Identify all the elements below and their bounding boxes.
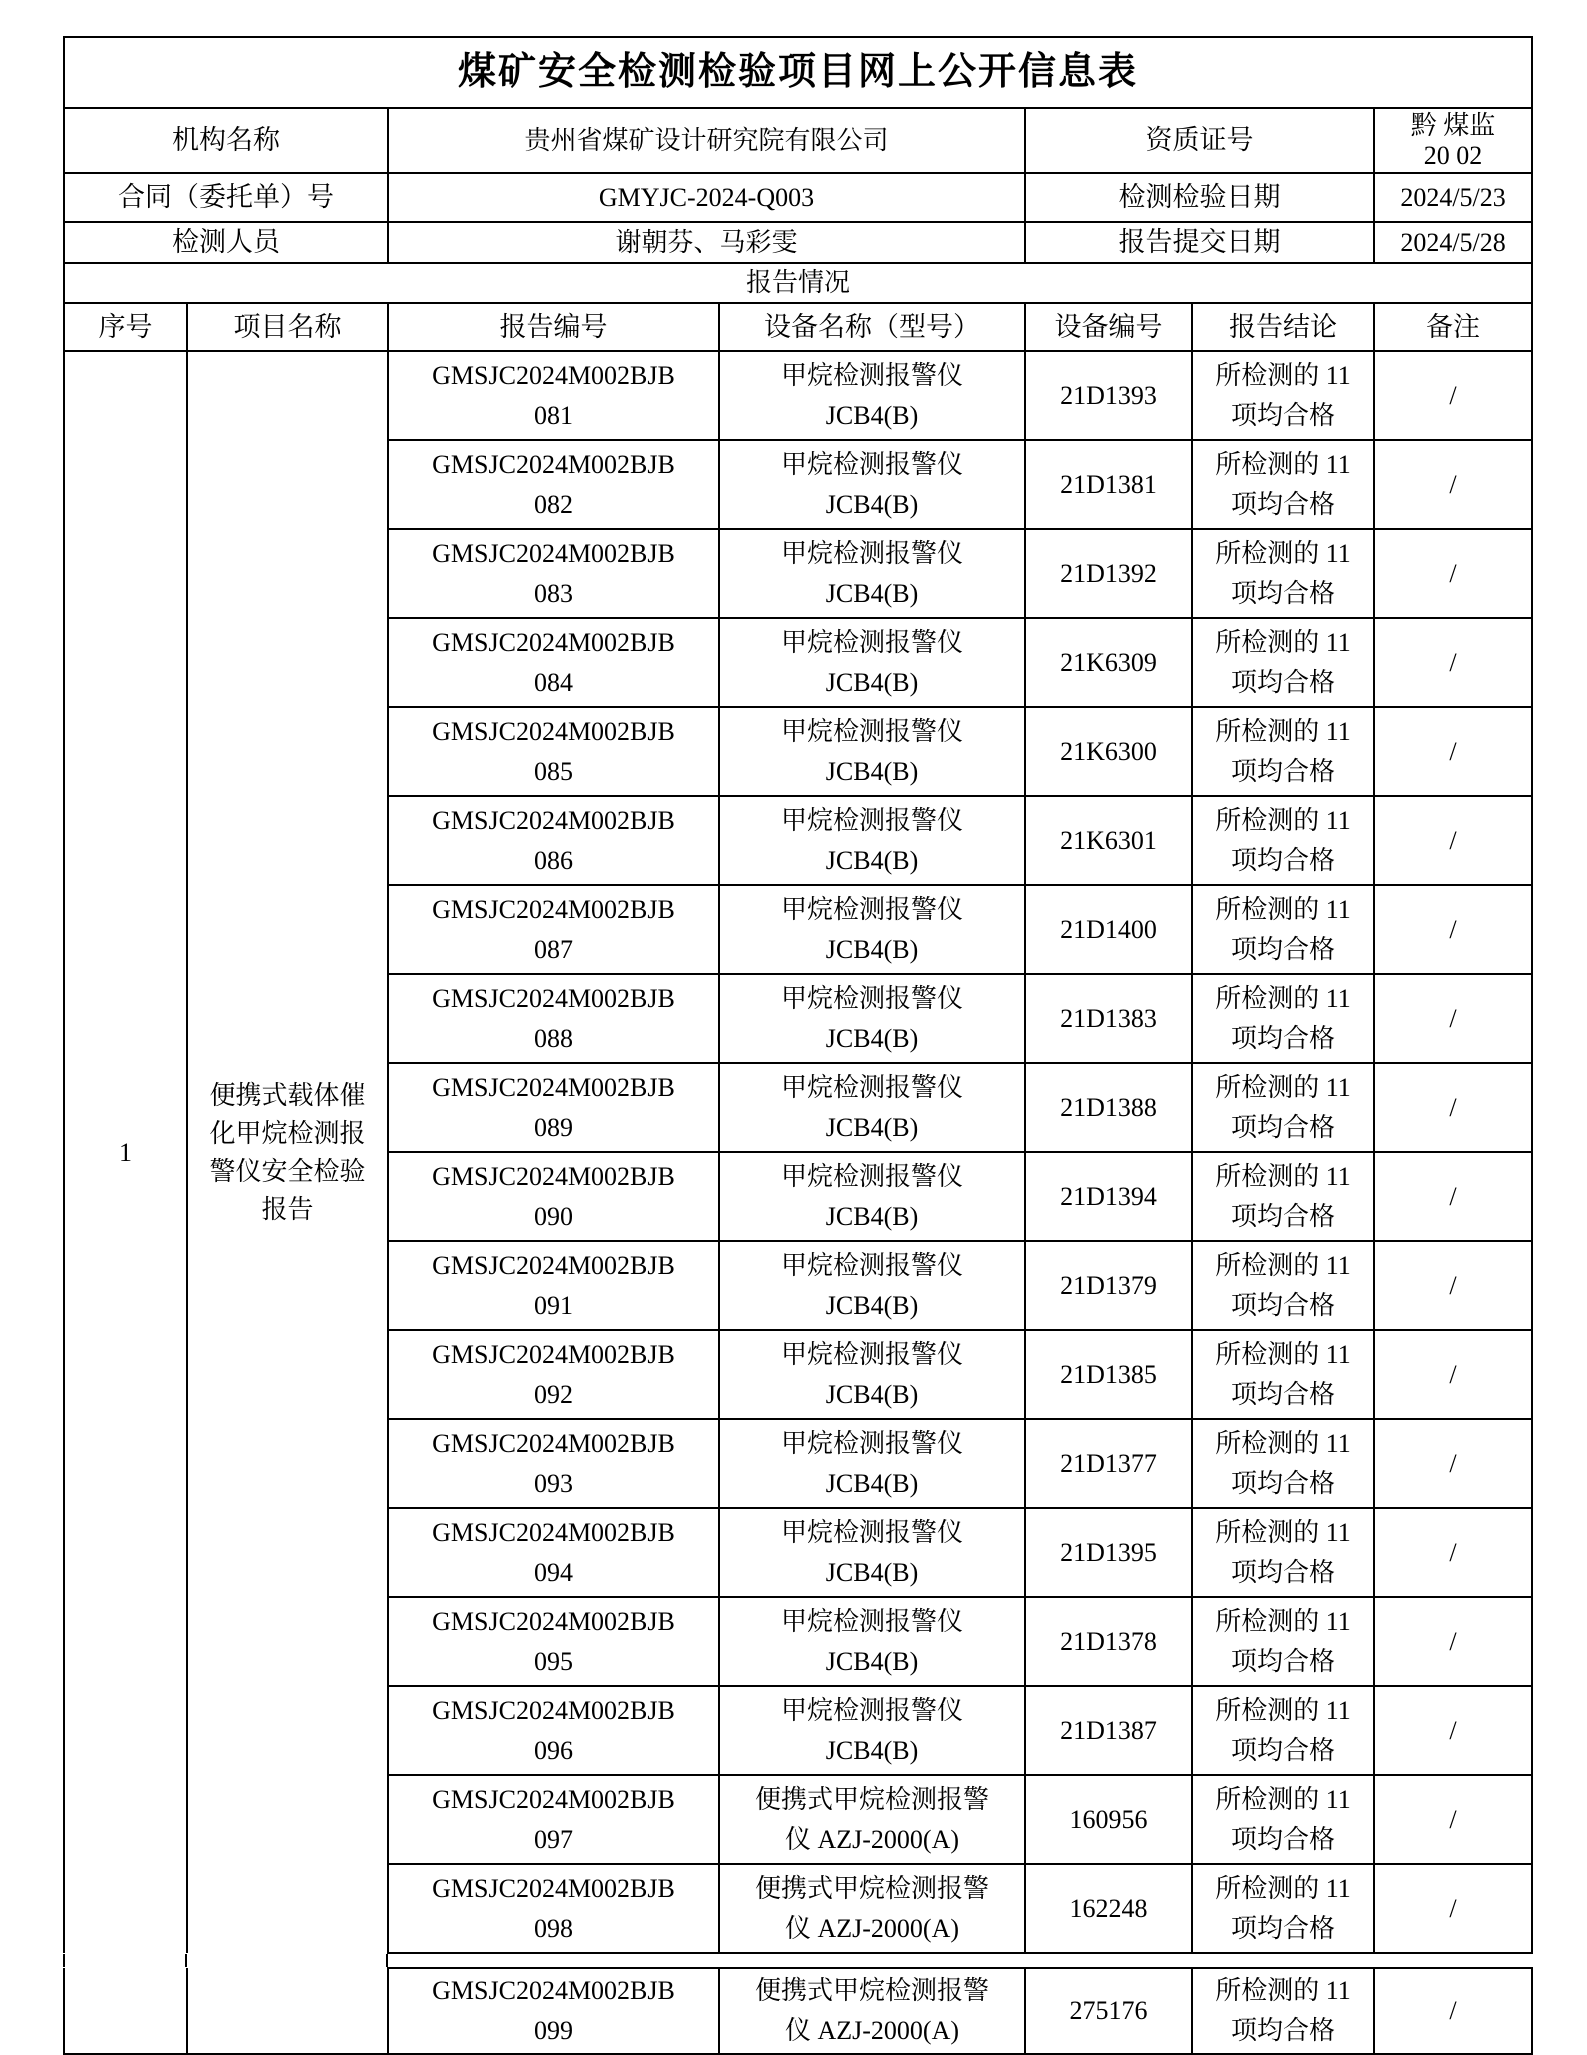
cert-value-line1: 黔 煤监: [1410, 110, 1496, 140]
section-title: 报告情况: [64, 263, 1532, 303]
personnel-value: 谢朝芬、马彩雯: [388, 222, 1025, 263]
device-name-cell: 甲烷检测报警仪 JCB4(B): [719, 351, 1025, 440]
conclusion-cell: 所检测的 11 项均合格: [1192, 1152, 1374, 1241]
device-name-cell: 便携式甲烷检测报警 仪 AZJ-2000(A): [719, 1968, 1025, 2054]
report-no-cell: GMSJC2024M002BJB 094: [388, 1508, 719, 1597]
remark-cell: /: [1374, 1686, 1532, 1775]
remark-cell: /: [1374, 1330, 1532, 1419]
remark-cell: /: [1374, 1063, 1532, 1152]
remark-cell: /: [1374, 1508, 1532, 1597]
device-name-cell: 甲烷检测报警仪 JCB4(B): [719, 1597, 1025, 1686]
report-no-cell: GMSJC2024M002BJB 090: [388, 1152, 719, 1241]
remark-cell: /: [1374, 1241, 1532, 1330]
device-no-cell: 21D1388: [1025, 1063, 1192, 1152]
org-value: 贵州省煤矿设计研究院有限公司: [388, 108, 1025, 173]
section-title-row: [64, 263, 1532, 303]
report-no-cell: GMSJC2024M002BJB 086: [388, 796, 719, 885]
gap-border-project-report: [386, 1954, 388, 1967]
device-name-cell: 甲烷检测报警仪 JCB4(B): [719, 1508, 1025, 1597]
remark-cell: /: [1374, 1597, 1532, 1686]
device-no-cell: 21D1377: [1025, 1419, 1192, 1508]
project-name-text: 便携式载体催化甲烷检测报警仪安全检验报告: [209, 1080, 366, 1224]
device-no-cell: 21D1400: [1025, 885, 1192, 974]
device-no-cell: 21K6309: [1025, 618, 1192, 707]
device-name-cell: 便携式甲烷检测报警 仪 AZJ-2000(A): [719, 1775, 1025, 1864]
device-no-cell: 21D1379: [1025, 1241, 1192, 1330]
report-no-cell: GMSJC2024M002BJB 089: [388, 1063, 719, 1152]
cert-label: 资质证号: [1025, 108, 1374, 173]
org-row: [64, 108, 1532, 173]
report-no-cell: GMSJC2024M002BJB 082: [388, 440, 719, 529]
conclusion-cell: 所检测的 11 项均合格: [1192, 796, 1374, 885]
report-no-cell: GMSJC2024M002BJB 091: [388, 1241, 719, 1330]
device-no-cell: 160956: [1025, 1775, 1192, 1864]
remark-cell: /: [1374, 974, 1532, 1063]
device-name-cell: 甲烷检测报警仪 JCB4(B): [719, 885, 1025, 974]
conclusion-cell: 所检测的 11 项均合格: [1192, 1968, 1374, 2054]
contract-label: 合同（委托单）号: [64, 173, 388, 222]
report-rows-segment1: [64, 351, 1532, 1953]
conclusion-cell: 所检测的 11 项均合格: [1192, 707, 1374, 796]
report-no-cell: GMSJC2024M002BJB 096: [388, 1686, 719, 1775]
col-header-remark: 备注: [1374, 303, 1532, 351]
device-name-cell: 甲烷检测报警仪 JCB4(B): [719, 529, 1025, 618]
col-header-serial: 序号: [64, 303, 187, 351]
serial-cell: 1: [64, 351, 187, 1953]
device-no-cell: 21K6301: [1025, 796, 1192, 885]
device-name-cell: 甲烷检测报警仪 JCB4(B): [719, 1330, 1025, 1419]
col-header-device-no: 设备编号: [1025, 303, 1192, 351]
report-no-cell: GMSJC2024M002BJB 085: [388, 707, 719, 796]
report-row: [64, 1968, 1532, 2054]
report-no-cell: GMSJC2024M002BJB 083: [388, 529, 719, 618]
org-label: 机构名称: [64, 108, 388, 173]
device-no-cell: 21D1383: [1025, 974, 1192, 1063]
conclusion-cell: 所检测的 11 项均合格: [1192, 1330, 1374, 1419]
device-name-cell: 甲烷检测报警仪 JCB4(B): [719, 1686, 1025, 1775]
device-no-cell: 21D1392: [1025, 529, 1192, 618]
cert-value-line2: 20 02: [1423, 140, 1483, 170]
remark-cell: /: [1374, 618, 1532, 707]
remark-cell: /: [1374, 1419, 1532, 1508]
continuation-table: [63, 1967, 1533, 2055]
serial-cell-continued: [64, 1968, 187, 2054]
device-no-cell: 21D1394: [1025, 1152, 1192, 1241]
title-row: [64, 37, 1532, 108]
remark-cell: /: [1374, 440, 1532, 529]
device-no-cell: 21D1387: [1025, 1686, 1192, 1775]
main-table: [63, 36, 1533, 1954]
device-name-cell: 甲烷检测报警仪 JCB4(B): [719, 1241, 1025, 1330]
device-no-cell: 21K6300: [1025, 707, 1192, 796]
page-break-gap: [63, 1954, 1531, 1967]
test-date-value: 2024/5/23: [1374, 173, 1532, 222]
col-header-conclusion: 报告结论: [1192, 303, 1374, 351]
report-no-cell: GMSJC2024M002BJB 088: [388, 974, 719, 1063]
remark-cell: /: [1374, 1864, 1532, 1953]
conclusion-cell: 所检测的 11 项均合格: [1192, 1775, 1374, 1864]
report-rows-segment2: [64, 1968, 1532, 2054]
device-name-cell: 甲烷检测报警仪 JCB4(B): [719, 1063, 1025, 1152]
gap-border-serial-project: [185, 1954, 187, 1967]
col-header-project: 项目名称: [187, 303, 388, 351]
submit-date-value: 2024/5/28: [1374, 222, 1532, 263]
remark-cell: /: [1374, 529, 1532, 618]
device-no-cell: 21D1393: [1025, 351, 1192, 440]
conclusion-cell: 所检测的 11 项均合格: [1192, 1241, 1374, 1330]
remark-cell: /: [1374, 1152, 1532, 1241]
conclusion-cell: 所检测的 11 项均合格: [1192, 529, 1374, 618]
device-no-cell: 275176: [1025, 1968, 1192, 2054]
device-name-cell: 甲烷检测报警仪 JCB4(B): [719, 440, 1025, 529]
device-no-cell: 21D1381: [1025, 440, 1192, 529]
conclusion-cell: 所检测的 11 项均合格: [1192, 1508, 1374, 1597]
test-date-label: 检测检验日期: [1025, 173, 1374, 222]
col-header-report-no: 报告编号: [388, 303, 719, 351]
personnel-label: 检测人员: [64, 222, 388, 263]
device-no-cell: 21D1385: [1025, 1330, 1192, 1419]
report-no-cell: GMSJC2024M002BJB 087: [388, 885, 719, 974]
device-name-cell: 甲烷检测报警仪 JCB4(B): [719, 618, 1025, 707]
project-name-cell: [187, 351, 388, 1953]
remark-cell: /: [1374, 796, 1532, 885]
device-name-cell: 甲烷检测报警仪 JCB4(B): [719, 1152, 1025, 1241]
remark-cell: /: [1374, 1968, 1532, 2054]
report-no-cell: GMSJC2024M002BJB 092: [388, 1330, 719, 1419]
column-header-row: [64, 303, 1532, 351]
report-no-cell: GMSJC2024M002BJB 084: [388, 618, 719, 707]
device-name-cell: 甲烷检测报警仪 JCB4(B): [719, 974, 1025, 1063]
conclusion-cell: 所检测的 11 项均合格: [1192, 1419, 1374, 1508]
report-no-cell: GMSJC2024M002BJB 098: [388, 1864, 719, 1953]
page-title: 煤矿安全检测检验项目网上公开信息表: [64, 37, 1532, 108]
report-no-cell: GMSJC2024M002BJB 099: [388, 1968, 719, 2054]
conclusion-cell: 所检测的 11 项均合格: [1192, 351, 1374, 440]
report-no-cell: GMSJC2024M002BJB 093: [388, 1419, 719, 1508]
col-header-device-name: 设备名称（型号）: [719, 303, 1025, 351]
conclusion-cell: 所检测的 11 项均合格: [1192, 1063, 1374, 1152]
remark-cell: /: [1374, 707, 1532, 796]
conclusion-cell: 所检测的 11 项均合格: [1192, 1597, 1374, 1686]
personnel-row: [64, 222, 1532, 263]
report-no-cell: GMSJC2024M002BJB 097: [388, 1775, 719, 1864]
conclusion-cell: 所检测的 11 项均合格: [1192, 974, 1374, 1063]
device-no-cell: 162248: [1025, 1864, 1192, 1953]
report-no-cell: GMSJC2024M002BJB 095: [388, 1597, 719, 1686]
cert-value: [1374, 108, 1532, 173]
conclusion-cell: 所检测的 11 项均合格: [1192, 1864, 1374, 1953]
report-no-cell: GMSJC2024M002BJB 081: [388, 351, 719, 440]
device-name-cell: 甲烷检测报警仪 JCB4(B): [719, 796, 1025, 885]
remark-cell: /: [1374, 1775, 1532, 1864]
device-name-cell: 甲烷检测报警仪 JCB4(B): [719, 1419, 1025, 1508]
report-row: [64, 351, 1532, 440]
device-no-cell: 21D1395: [1025, 1508, 1192, 1597]
device-name-cell: 便携式甲烷检测报警 仪 AZJ-2000(A): [719, 1864, 1025, 1953]
device-no-cell: 21D1378: [1025, 1597, 1192, 1686]
contract-value: GMYJC-2024-Q003: [388, 173, 1025, 222]
info-table-document: [63, 36, 1531, 2055]
device-name-cell: 甲烷检测报警仪 JCB4(B): [719, 707, 1025, 796]
remark-cell: /: [1374, 351, 1532, 440]
project-name-cell-continued: [187, 1968, 388, 2054]
contract-row: [64, 173, 1532, 222]
conclusion-cell: 所检测的 11 项均合格: [1192, 440, 1374, 529]
gap-border-left: [63, 1954, 65, 1967]
submit-date-label: 报告提交日期: [1025, 222, 1374, 263]
conclusion-cell: 所检测的 11 项均合格: [1192, 618, 1374, 707]
remark-cell: /: [1374, 885, 1532, 974]
conclusion-cell: 所检测的 11 项均合格: [1192, 885, 1374, 974]
conclusion-cell: 所检测的 11 项均合格: [1192, 1686, 1374, 1775]
